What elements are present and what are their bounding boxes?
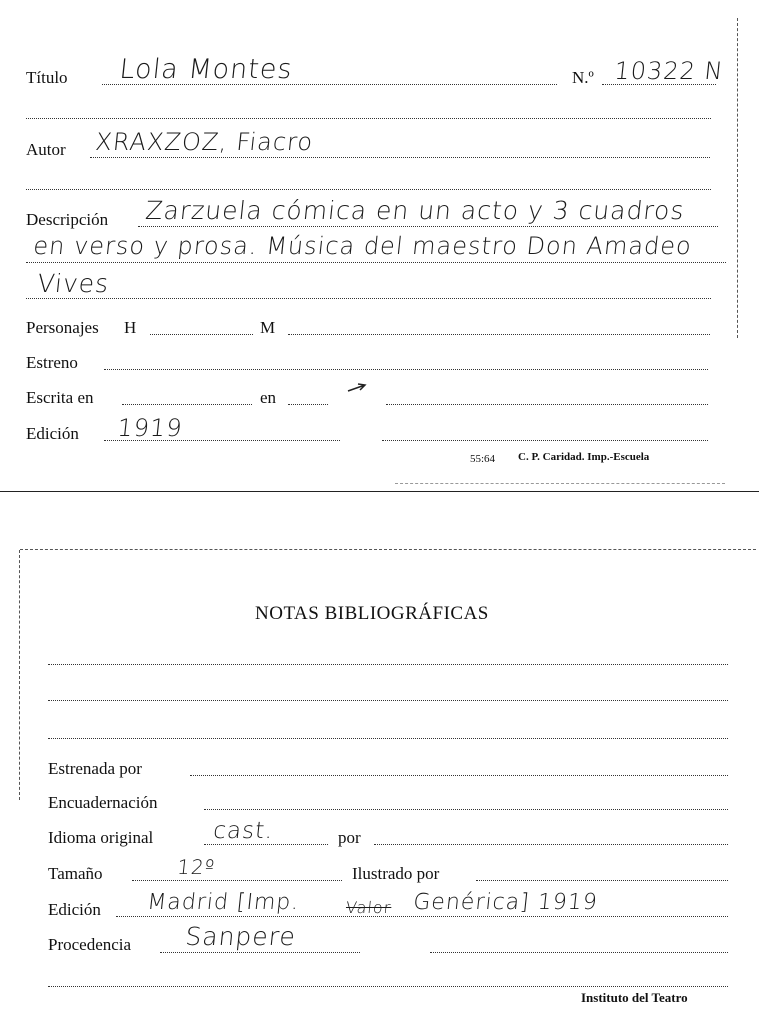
autor-value: XRAXZOZ, Fiacro <box>94 128 315 156</box>
back-edicion-value-struck: Valor <box>345 898 393 917</box>
notas-line-2 <box>48 700 728 701</box>
personajes-h-label: H <box>124 318 137 337</box>
card-back-left-border <box>19 550 20 800</box>
back-edicion-value-b: Genérica] 1919 <box>412 890 600 915</box>
stray-mark <box>346 382 368 394</box>
idioma-label: Idioma original <box>48 828 154 847</box>
edicion-value: 1919 <box>116 414 185 442</box>
escrita-line-2 <box>288 404 328 405</box>
back-edicion-value-a: Madrid [Imp. <box>146 890 301 915</box>
titulo-value: Lola Montes <box>118 54 295 85</box>
ilustrado-label: Ilustrado por <box>352 864 440 883</box>
card-front-bottom-dash <box>395 483 725 484</box>
procedencia-value: Sanpere <box>184 922 298 951</box>
descripcion-line-3-text: Vives <box>36 269 111 298</box>
tamano-line <box>132 880 342 881</box>
numero-value: 10322 N <box>613 57 725 85</box>
idioma-value: cast. <box>212 818 275 844</box>
back-edicion-line <box>116 916 728 917</box>
descripcion-label: Descripción <box>26 210 109 229</box>
numero-label: N.º <box>572 68 594 87</box>
personajes-h-line <box>150 334 253 335</box>
personajes-m-line <box>288 334 710 335</box>
descripcion-line-2-text: en verso y prosa. Música del maestro Don Amadeo <box>32 232 694 260</box>
procedencia-line-1 <box>160 952 360 953</box>
procedencia-line-2 <box>430 952 728 953</box>
estreno-line <box>104 369 708 370</box>
edicion-label: Edición <box>26 424 79 443</box>
idioma-por-label: por <box>338 828 361 847</box>
autor-label: Autor <box>26 140 66 159</box>
blank-line-1 <box>26 118 711 119</box>
escrita-line-3 <box>386 404 708 405</box>
ilustrado-line <box>476 880 728 881</box>
printer-code: 55:64 <box>470 453 496 465</box>
escrita-line-1 <box>122 404 252 405</box>
card-front-right-border <box>737 18 738 338</box>
blank-line-2 <box>26 189 711 190</box>
printer-note: C. P. Caridad. Imp.-Escuela <box>518 451 650 463</box>
encuadernacion-line <box>204 809 728 810</box>
notas-line-1 <box>48 664 728 665</box>
tamano-value: 12º <box>176 855 217 879</box>
descripcion-line-3 <box>26 298 711 299</box>
card-back-top-border <box>20 549 756 550</box>
notas-heading: NOTAS BIBLIOGRÁFICAS <box>255 603 489 624</box>
descripcion-line-2 <box>26 262 726 263</box>
edicion-line-2 <box>382 440 708 441</box>
escrita-en-label: en <box>260 388 277 407</box>
back-edicion-label: Edición <box>48 900 101 919</box>
descripcion-line-1 <box>138 226 718 227</box>
titulo-label: Título <box>26 68 68 87</box>
idioma-por-line <box>374 844 728 845</box>
encuadernacion-label: Encuadernación <box>48 793 158 812</box>
procedencia-label: Procedencia <box>48 935 132 954</box>
personajes-m-label: M <box>260 318 276 337</box>
estrenada-label: Estrenada por <box>48 759 142 778</box>
autor-line <box>90 157 710 158</box>
institute-footer: Instituto del Teatro <box>581 990 688 1005</box>
descripcion-line-1-text: Zarzuela cómica en un acto y 3 cuadros <box>144 196 687 225</box>
notas-line-3 <box>48 738 728 739</box>
card-front-bottom-rule <box>0 491 759 492</box>
estreno-label: Estreno <box>26 353 78 372</box>
escrita-label: Escrita en <box>26 388 94 407</box>
final-line <box>48 986 728 987</box>
personajes-label: Personajes <box>26 318 99 337</box>
estrenada-line <box>190 775 728 776</box>
tamano-label: Tamaño <box>48 864 103 883</box>
idioma-line <box>204 844 328 845</box>
